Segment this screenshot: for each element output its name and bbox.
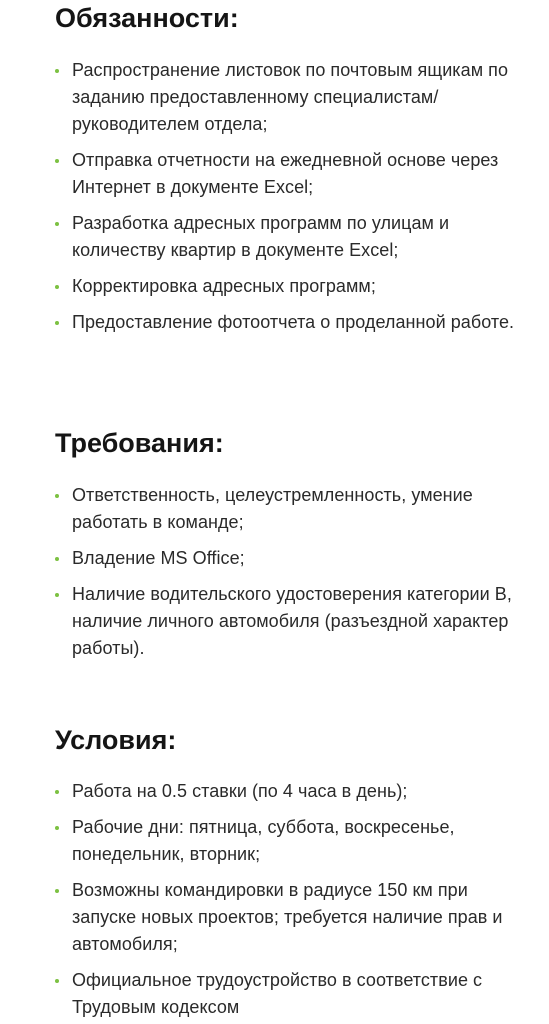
section-title-requirements: Требования:: [55, 428, 224, 458]
bullet-icon: [55, 159, 59, 163]
list-item: Разработка адресных программ по улицам и количеству квартир в документе Excel;: [55, 210, 525, 264]
list-item: Официальное трудоустройство в соответствие с Трудовым кодексом: [55, 967, 525, 1021]
list-item: Распространение листовок по почтовым ящикам по заданию предоставленному специалистам/руководителем отдела;: [55, 57, 525, 138]
requirements-list: [55, 482, 525, 671]
list-item: Владение MS Office;: [55, 545, 525, 572]
bullet-icon: [55, 979, 59, 983]
bullet-icon: [55, 321, 59, 325]
bullet-icon: [55, 889, 59, 893]
section-title-conditions: Условия:: [55, 725, 177, 755]
list-item: Отправка отчетности на ежедневной основе через Интернет в документе Excel;: [55, 147, 525, 201]
bullet-icon: [55, 494, 59, 498]
bullet-icon: [55, 826, 59, 830]
list-item: Ответственность, целеустремленность, умение работать в команде;: [55, 482, 525, 536]
list-item: Корректировка адресных программ;: [55, 273, 525, 300]
list-item: Рабочие дни: пятница, суббота, воскресенье, понедельник, вторник;: [55, 814, 525, 868]
bullet-icon: [55, 222, 59, 226]
conditions-list: [55, 778, 525, 1024]
bullet-icon: [55, 790, 59, 794]
list-item: Наличие водительского удостоверения категории B, наличие личного автомобиля (разъездной характер работы).: [55, 581, 525, 662]
list-item: Возможны командировки в радиусе 150 км при запуске новых проектов; требуется наличие прав и автомобиля;: [55, 877, 525, 958]
duties-list: [55, 57, 525, 345]
bullet-icon: [55, 557, 59, 561]
section-title-duties: Обязанности:: [55, 3, 239, 33]
list-item: Предоставление фотоотчета о проделанной работе.: [55, 309, 525, 336]
bullet-icon: [55, 285, 59, 289]
bullet-icon: [55, 69, 59, 73]
list-item: Работа на 0.5 ставки (по 4 часа в день);: [55, 778, 525, 805]
bullet-icon: [55, 593, 59, 597]
